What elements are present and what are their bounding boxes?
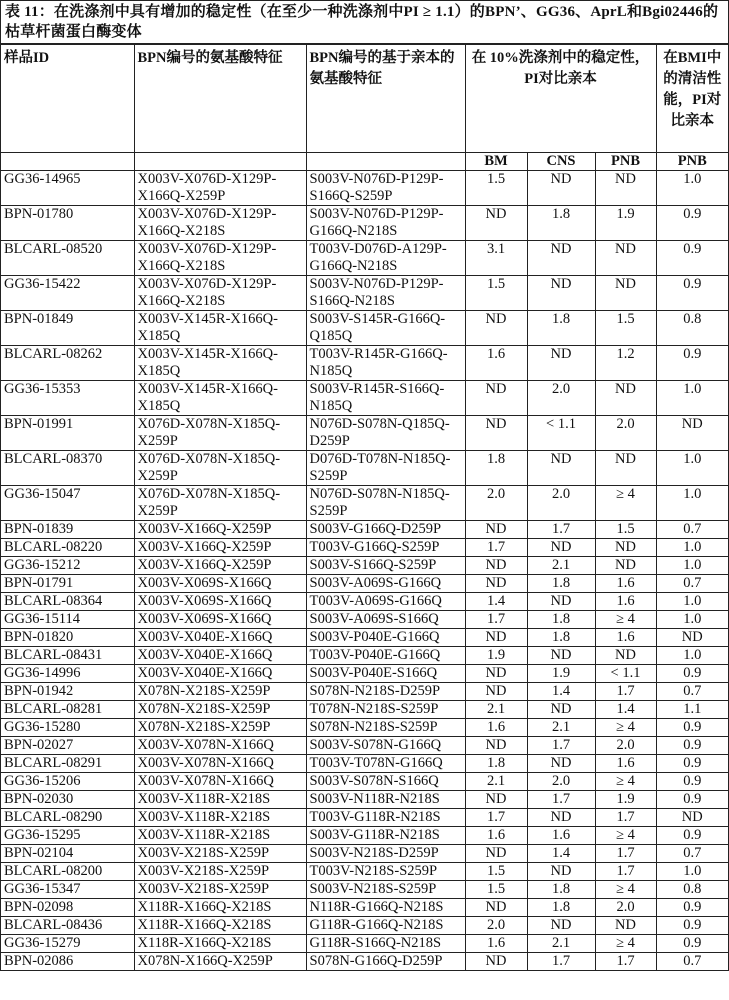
pnb-cell: 1.7 (595, 845, 656, 863)
bpn-features-cell: X003V-X145R-X166Q-X185Q (134, 381, 306, 416)
header-cleaning: 在BMI中的清洁性能，PI对比亲本 (656, 45, 728, 153)
bmi-pnb-cell: 0.7 (656, 953, 728, 971)
bmi-pnb-cell: 0.9 (656, 241, 728, 276)
table-row (1, 773, 728, 791)
bm-cell: 3.1 (465, 241, 527, 276)
cns-cell: ND (527, 241, 595, 276)
pnb-cell: 1.7 (595, 809, 656, 827)
bmi-pnb-cell: 0.8 (656, 881, 728, 899)
pnb-cell: ≥ 4 (595, 935, 656, 953)
sample-id-cell: BPN-01991 (1, 416, 134, 451)
table-row (1, 791, 728, 809)
bm-cell: ND (465, 953, 527, 971)
bm-cell: 1.7 (465, 809, 527, 827)
bm-cell: 2.1 (465, 773, 527, 791)
table-row (1, 953, 728, 971)
table-row (1, 557, 728, 575)
bpn-features-cell: X003V-X076D-X129P-X166Q-X259P (134, 171, 306, 206)
parent-features-cell: T003V-N218S-S259P (306, 863, 465, 881)
pnb-cell: 1.5 (595, 311, 656, 346)
cns-cell: 1.8 (527, 881, 595, 899)
cns-cell: ND (527, 863, 595, 881)
bm-cell: 1.7 (465, 611, 527, 629)
variants-table (1, 44, 728, 971)
table-row (1, 737, 728, 755)
table-row (1, 845, 728, 863)
bpn-features-cell: X078N-X166Q-X259P (134, 953, 306, 971)
parent-features-cell: S003V-N076D-P129P-S166Q-N218S (306, 276, 465, 311)
cns-cell: 1.7 (527, 953, 595, 971)
sample-id-cell: GG36-15047 (1, 486, 134, 521)
bpn-features-cell: X003V-X078N-X166Q (134, 755, 306, 773)
sample-id-cell: GG36-15295 (1, 827, 134, 845)
table-body (1, 171, 728, 971)
table-row (1, 629, 728, 647)
bpn-features-cell: X003V-X145R-X166Q-X185Q (134, 346, 306, 381)
parent-features-cell: S078N-G166Q-D259P (306, 953, 465, 971)
cns-cell: 1.7 (527, 791, 595, 809)
sample-id-cell: BLCARL-08290 (1, 809, 134, 827)
bm-cell: ND (465, 845, 527, 863)
bmi-pnb-cell: 1.1 (656, 701, 728, 719)
parent-features-cell: G118R-G166Q-N218S (306, 917, 465, 935)
bpn-features-cell: X003V-X040E-X166Q (134, 665, 306, 683)
pnb-cell: ND (595, 557, 656, 575)
sample-id-cell: GG36-14996 (1, 665, 134, 683)
table-row (1, 611, 728, 629)
sample-id-cell: BLCARL-08364 (1, 593, 134, 611)
bm-cell: 1.5 (465, 171, 527, 206)
bm-cell: ND (465, 683, 527, 701)
parent-features-cell: S003V-S078N-G166Q (306, 737, 465, 755)
bmi-pnb-cell: 1.0 (656, 863, 728, 881)
sample-id-cell: BPN-02104 (1, 845, 134, 863)
parent-features-cell: T003V-D076D-A129P-G166Q-N218S (306, 241, 465, 276)
cns-cell: 1.8 (527, 311, 595, 346)
pnb-cell: 2.0 (595, 899, 656, 917)
sample-id-cell: BPN-01849 (1, 311, 134, 346)
parent-features-cell: S003V-S078N-S166Q (306, 773, 465, 791)
pnb-cell: ≥ 4 (595, 486, 656, 521)
parent-features-cell: S003V-P040E-S166Q (306, 665, 465, 683)
bpn-features-cell: X076D-X078N-X185Q-X259P (134, 416, 306, 451)
bmi-pnb-cell: 1.0 (656, 593, 728, 611)
bmi-pnb-cell: 1.0 (656, 647, 728, 665)
bm-cell: 1.8 (465, 755, 527, 773)
bmi-pnb-cell: 0.9 (656, 899, 728, 917)
bpn-features-cell: X003V-X218S-X259P (134, 845, 306, 863)
parent-features-cell: N118R-G166Q-N218S (306, 899, 465, 917)
header-stability: 在 10%洗涤剂中的稳定性，PI对比亲本 (465, 45, 656, 153)
cns-cell: 1.8 (527, 206, 595, 241)
subheader-cns: CNS (527, 153, 595, 171)
table-row (1, 647, 728, 665)
bm-cell: 1.8 (465, 451, 527, 486)
cns-cell: 1.8 (527, 611, 595, 629)
bpn-features-cell: X003V-X118R-X218S (134, 809, 306, 827)
bm-cell: ND (465, 629, 527, 647)
header-sample-id: 样品ID (1, 45, 134, 153)
parent-features-cell: N076D-S078N-Q185Q-D259P (306, 416, 465, 451)
header-bpn-features: BPN编号的氨基酸特征 (134, 45, 306, 153)
cns-cell: 2.1 (527, 719, 595, 737)
sample-id-cell: BPN-02027 (1, 737, 134, 755)
bmi-pnb-cell: 1.0 (656, 539, 728, 557)
table-row (1, 809, 728, 827)
table-row (1, 521, 728, 539)
parent-features-cell: T003V-P040E-G166Q (306, 647, 465, 665)
pnb-cell: ≥ 4 (595, 611, 656, 629)
sample-id-cell: BPN-02098 (1, 899, 134, 917)
bpn-features-cell: X003V-X076D-X129P-X166Q-X218S (134, 206, 306, 241)
cns-cell: ND (527, 451, 595, 486)
cns-cell: ND (527, 701, 595, 719)
parent-features-cell: S003V-G118R-N218S (306, 827, 465, 845)
table-row (1, 899, 728, 917)
parent-features-cell: S003V-N118R-N218S (306, 791, 465, 809)
bpn-features-cell: X003V-X166Q-X259P (134, 539, 306, 557)
bmi-pnb-cell: 0.9 (656, 737, 728, 755)
sample-id-cell: BLCARL-08220 (1, 539, 134, 557)
table-row (1, 701, 728, 719)
bmi-pnb-cell: 1.0 (656, 486, 728, 521)
parent-features-cell: S003V-S145R-G166Q-Q185Q (306, 311, 465, 346)
bpn-features-cell: X076D-X078N-X185Q-X259P (134, 486, 306, 521)
parent-features-cell: T003V-A069S-G166Q (306, 593, 465, 611)
bmi-pnb-cell: ND (656, 629, 728, 647)
sample-id-cell: GG36-14965 (1, 171, 134, 206)
cns-cell: ND (527, 593, 595, 611)
parent-features-cell: S003V-A069S-S166Q (306, 611, 465, 629)
pnb-cell: ND (595, 171, 656, 206)
pnb-cell: ≥ 4 (595, 719, 656, 737)
parent-features-cell: S078N-N218S-D259P (306, 683, 465, 701)
parent-features-cell: S003V-N218S-S259P (306, 881, 465, 899)
subheader-pnb: PNB (595, 153, 656, 171)
sample-id-cell: BLCARL-08370 (1, 451, 134, 486)
sample-id-cell: GG36-15280 (1, 719, 134, 737)
pnb-cell: ND (595, 241, 656, 276)
bm-cell: 1.6 (465, 346, 527, 381)
table-row (1, 416, 728, 451)
pnb-cell: 1.7 (595, 863, 656, 881)
pnb-cell: ND (595, 539, 656, 557)
bmi-pnb-cell: 0.7 (656, 683, 728, 701)
table-row (1, 206, 728, 241)
pnb-cell: 1.7 (595, 683, 656, 701)
bm-cell: ND (465, 791, 527, 809)
pnb-cell: 1.4 (595, 701, 656, 719)
bm-cell: 1.6 (465, 827, 527, 845)
bmi-pnb-cell: 1.0 (656, 611, 728, 629)
bpn-features-cell: X003V-X040E-X166Q (134, 629, 306, 647)
cns-cell: 1.7 (527, 521, 595, 539)
cns-cell: 1.6 (527, 827, 595, 845)
cns-cell: ND (527, 171, 595, 206)
pnb-cell: ≥ 4 (595, 773, 656, 791)
table-row (1, 539, 728, 557)
cns-cell: ND (527, 647, 595, 665)
cns-cell: 1.7 (527, 737, 595, 755)
bpn-features-cell: X003V-X218S-X259P (134, 863, 306, 881)
bmi-pnb-cell: 1.0 (656, 381, 728, 416)
pnb-cell: 2.0 (595, 416, 656, 451)
sample-id-cell: BPN-01820 (1, 629, 134, 647)
bm-cell: 2.1 (465, 701, 527, 719)
bpn-features-cell: X118R-X166Q-X218S (134, 935, 306, 953)
bm-cell: 2.0 (465, 486, 527, 521)
pnb-cell: ≥ 4 (595, 827, 656, 845)
table-row (1, 881, 728, 899)
sample-id-cell: BLCARL-08436 (1, 917, 134, 935)
table-row (1, 665, 728, 683)
pnb-cell: 1.7 (595, 953, 656, 971)
sample-id-cell: BPN-01791 (1, 575, 134, 593)
subheader-row (1, 153, 728, 171)
cns-cell: < 1.1 (527, 416, 595, 451)
table-row (1, 311, 728, 346)
parent-features-cell: S003V-S166Q-S259P (306, 557, 465, 575)
sample-id-cell: BPN-01780 (1, 206, 134, 241)
bpn-features-cell: X003V-X069S-X166Q (134, 611, 306, 629)
cns-cell: 1.4 (527, 845, 595, 863)
bm-cell: 1.6 (465, 719, 527, 737)
parent-features-cell: S078N-N218S-S259P (306, 719, 465, 737)
sample-id-cell: GG36-15422 (1, 276, 134, 311)
pnb-cell: ND (595, 647, 656, 665)
bm-cell: ND (465, 557, 527, 575)
bpn-features-cell: X003V-X218S-X259P (134, 881, 306, 899)
pnb-cell: 1.9 (595, 206, 656, 241)
table-row (1, 863, 728, 881)
bmi-pnb-cell: 0.9 (656, 773, 728, 791)
parent-features-cell: T003V-R145R-G166Q-N185Q (306, 346, 465, 381)
parent-features-cell: T003V-G166Q-S259P (306, 539, 465, 557)
bpn-features-cell: X078N-X218S-X259P (134, 719, 306, 737)
table-row (1, 276, 728, 311)
bmi-pnb-cell: 0.8 (656, 311, 728, 346)
parent-features-cell: S003V-N076D-P129P-G166Q-N218S (306, 206, 465, 241)
sample-id-cell: BPN-01942 (1, 683, 134, 701)
subheader-bm: BM (465, 153, 527, 171)
parent-features-cell: N076D-S078N-N185Q-S259P (306, 486, 465, 521)
bmi-pnb-cell: ND (656, 416, 728, 451)
bmi-pnb-cell: 0.9 (656, 206, 728, 241)
cns-cell: 1.8 (527, 629, 595, 647)
pnb-cell: 2.0 (595, 737, 656, 755)
sample-id-cell: GG36-15212 (1, 557, 134, 575)
bm-cell: ND (465, 521, 527, 539)
cns-cell: ND (527, 917, 595, 935)
bpn-features-cell: X003V-X166Q-X259P (134, 557, 306, 575)
pnb-cell: ND (595, 917, 656, 935)
bpn-features-cell: X118R-X166Q-X218S (134, 899, 306, 917)
pnb-cell: 1.6 (595, 575, 656, 593)
bmi-pnb-cell: 0.7 (656, 845, 728, 863)
bpn-features-cell: X003V-X040E-X166Q (134, 647, 306, 665)
bm-cell: ND (465, 416, 527, 451)
bpn-features-cell: X003V-X118R-X218S (134, 827, 306, 845)
bm-cell: 2.0 (465, 917, 527, 935)
table-row (1, 755, 728, 773)
bm-cell: 1.6 (465, 935, 527, 953)
bpn-features-cell: X003V-X069S-X166Q (134, 593, 306, 611)
cns-cell: 2.0 (527, 381, 595, 416)
cns-cell: ND (527, 539, 595, 557)
sample-id-cell: GG36-15347 (1, 881, 134, 899)
pnb-cell: ND (595, 276, 656, 311)
parent-features-cell: S003V-N218S-D259P (306, 845, 465, 863)
table-row (1, 451, 728, 486)
bmi-pnb-cell: 0.7 (656, 521, 728, 539)
bpn-features-cell: X003V-X078N-X166Q (134, 773, 306, 791)
bpn-features-cell: X118R-X166Q-X218S (134, 917, 306, 935)
subheader-bmi-pnb: PNB (656, 153, 728, 171)
parent-features-cell: T003V-G118R-N218S (306, 809, 465, 827)
sample-id-cell: BLCARL-08281 (1, 701, 134, 719)
parent-features-cell: G118R-S166Q-N218S (306, 935, 465, 953)
cns-cell: 2.0 (527, 486, 595, 521)
bm-cell: ND (465, 311, 527, 346)
pnb-cell: ND (595, 381, 656, 416)
bmi-pnb-cell: 0.9 (656, 917, 728, 935)
bmi-pnb-cell: 0.9 (656, 791, 728, 809)
cns-cell: ND (527, 755, 595, 773)
bpn-features-cell: X078N-X218S-X259P (134, 683, 306, 701)
bpn-features-cell: X078N-X218S-X259P (134, 701, 306, 719)
pnb-cell: 1.6 (595, 755, 656, 773)
sample-id-cell: GG36-15114 (1, 611, 134, 629)
bpn-features-cell: X003V-X166Q-X259P (134, 521, 306, 539)
table-row (1, 241, 728, 276)
cns-cell: 2.1 (527, 557, 595, 575)
bmi-pnb-cell: 0.9 (656, 827, 728, 845)
bpn-features-cell: X003V-X145R-X166Q-X185Q (134, 311, 306, 346)
cns-cell: ND (527, 276, 595, 311)
cns-cell: 1.8 (527, 899, 595, 917)
pnb-cell: 1.5 (595, 521, 656, 539)
sample-id-cell: BLCARL-08431 (1, 647, 134, 665)
bmi-pnb-cell: 0.9 (656, 755, 728, 773)
header-bpn-parent-features: BPN编号的基于亲本的氨基酸特征 (306, 45, 465, 153)
bmi-pnb-cell: 1.0 (656, 451, 728, 486)
sample-id-cell: GG36-15279 (1, 935, 134, 953)
header-row (1, 45, 728, 153)
bmi-pnb-cell: 0.9 (656, 346, 728, 381)
cns-cell: 1.4 (527, 683, 595, 701)
bmi-pnb-cell: 0.9 (656, 935, 728, 953)
pnb-cell: ND (595, 451, 656, 486)
table-row (1, 486, 728, 521)
cns-cell: ND (527, 346, 595, 381)
cns-cell: 1.9 (527, 665, 595, 683)
bm-cell: ND (465, 899, 527, 917)
bmi-pnb-cell: 0.7 (656, 575, 728, 593)
pnb-cell: 1.2 (595, 346, 656, 381)
bm-cell: 1.5 (465, 863, 527, 881)
table-row (1, 719, 728, 737)
table-title: 表 11：在洗涤剂中具有增加的稳定性（在至少一种洗涤剂中PI ≥ 1.1）的BPN’、GG36、AprL和Bgi02446的枯草杆菌蛋白酶变体 (1, 1, 728, 44)
table-row (1, 827, 728, 845)
cns-cell: 2.1 (527, 935, 595, 953)
pnb-cell: 1.6 (595, 629, 656, 647)
parent-features-cell: S003V-A069S-G166Q (306, 575, 465, 593)
bmi-pnb-cell: 0.9 (656, 719, 728, 737)
bmi-pnb-cell: 1.0 (656, 171, 728, 206)
pnb-cell: < 1.1 (595, 665, 656, 683)
bm-cell: ND (465, 665, 527, 683)
bm-cell: 1.5 (465, 276, 527, 311)
bmi-pnb-cell: ND (656, 809, 728, 827)
bm-cell: 1.4 (465, 593, 527, 611)
sample-id-cell: GG36-15353 (1, 381, 134, 416)
bpn-features-cell: X003V-X069S-X166Q (134, 575, 306, 593)
table-row (1, 593, 728, 611)
parent-features-cell: S003V-G166Q-D259P (306, 521, 465, 539)
bm-cell: 1.5 (465, 881, 527, 899)
pnb-cell: 1.9 (595, 791, 656, 809)
cns-cell: 1.8 (527, 575, 595, 593)
sample-id-cell: BLCARL-08200 (1, 863, 134, 881)
sample-id-cell: BLCARL-08262 (1, 346, 134, 381)
sample-id-cell: BPN-01839 (1, 521, 134, 539)
parent-features-cell: S003V-P040E-G166Q (306, 629, 465, 647)
bpn-features-cell: X076D-X078N-X185Q-X259P (134, 451, 306, 486)
sample-id-cell: BPN-02086 (1, 953, 134, 971)
table-row (1, 381, 728, 416)
bpn-features-cell: X003V-X076D-X129P-X166Q-X218S (134, 241, 306, 276)
bm-cell: 1.7 (465, 539, 527, 557)
parent-features-cell: D076D-T078N-N185Q-S259P (306, 451, 465, 486)
bm-cell: ND (465, 206, 527, 241)
bm-cell: 1.9 (465, 647, 527, 665)
parent-features-cell: T003V-T078N-G166Q (306, 755, 465, 773)
bm-cell: ND (465, 381, 527, 416)
bm-cell: ND (465, 737, 527, 755)
table-row (1, 171, 728, 206)
sample-id-cell: GG36-15206 (1, 773, 134, 791)
cns-cell: ND (527, 809, 595, 827)
table-row (1, 917, 728, 935)
cns-cell: 2.0 (527, 773, 595, 791)
pnb-cell: 1.6 (595, 593, 656, 611)
table-row (1, 575, 728, 593)
table-row (1, 346, 728, 381)
sample-id-cell: BLCARL-08520 (1, 241, 134, 276)
pnb-cell: ≥ 4 (595, 881, 656, 899)
parent-features-cell: T078N-N218S-S259P (306, 701, 465, 719)
bmi-pnb-cell: 0.9 (656, 276, 728, 311)
bmi-pnb-cell: 0.9 (656, 665, 728, 683)
bpn-features-cell: X003V-X076D-X129P-X166Q-X218S (134, 276, 306, 311)
table-row (1, 935, 728, 953)
parent-features-cell: S003V-R145R-S166Q-N185Q (306, 381, 465, 416)
sample-id-cell: BLCARL-08291 (1, 755, 134, 773)
bpn-features-cell: X003V-X078N-X166Q (134, 737, 306, 755)
sample-id-cell: BPN-02030 (1, 791, 134, 809)
bm-cell: ND (465, 575, 527, 593)
bpn-features-cell: X003V-X118R-X218S (134, 791, 306, 809)
bmi-pnb-cell: 1.0 (656, 557, 728, 575)
parent-features-cell: S003V-N076D-P129P-S166Q-S259P (306, 171, 465, 206)
table-row (1, 683, 728, 701)
